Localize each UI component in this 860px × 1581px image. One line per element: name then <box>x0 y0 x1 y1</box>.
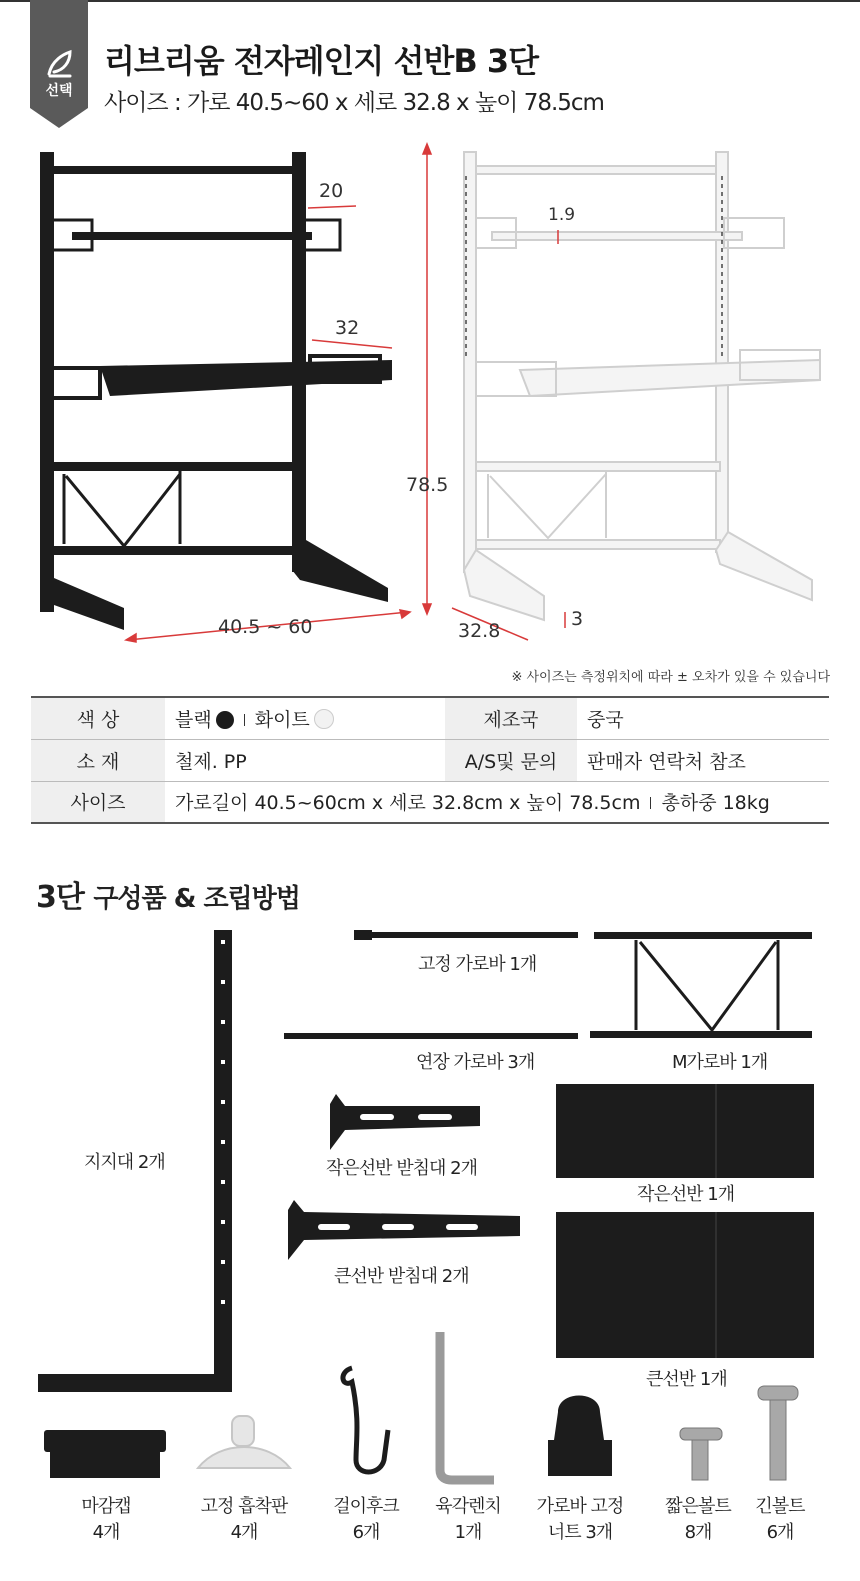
material-value: 철제. PP <box>165 739 445 781</box>
size-tolerance-note: ※ 사이즈는 측정위치에 따라 ± 오차가 있을 수 있습니다 <box>511 670 830 685</box>
weight-text: 총하중 18kg <box>661 792 770 815</box>
dim-top-depth: 20 <box>319 180 344 202</box>
nut-image <box>548 1396 612 1477</box>
part-suction-cup: 고정 흡착판 4개 <box>200 1496 288 1543</box>
product-title: 리브리움 전자레인지 선반B 3단 <box>104 42 539 80</box>
size-text: 가로길이 40.5~60cm x 세로 32.8cm x 높이 78.5cm <box>175 792 641 815</box>
part-small-shelf: 작은선반 1개 <box>637 1184 735 1205</box>
table-row <box>31 739 829 781</box>
part-large-bracket: 큰선반 받침대 2개 <box>334 1266 469 1287</box>
ext-bar-image <box>284 1033 578 1039</box>
fixed-bar-image <box>354 930 578 940</box>
product-dimension-diagram <box>0 140 860 660</box>
components-section-title <box>36 872 300 916</box>
m-bar-image <box>590 932 812 1038</box>
hook-image <box>343 1368 388 1472</box>
size-value <box>165 781 829 823</box>
part-small-bracket: 작은선반 받침대 2개 <box>326 1158 477 1179</box>
color-label: 색 상 <box>31 697 165 739</box>
short-bolt-image <box>680 1428 722 1480</box>
size-label: 사이즈 <box>31 781 165 823</box>
part-hook: 걸이후크 6개 <box>333 1496 399 1543</box>
dim-foot: 3 <box>571 608 584 630</box>
large-shelf-image <box>556 1212 814 1358</box>
part-ext-bar: 연장 가로바 3개 <box>416 1052 535 1073</box>
select-badge <box>30 0 88 128</box>
small-bracket-image <box>330 1094 480 1150</box>
part-hex-wrench: 육각렌치 1개 <box>435 1496 501 1543</box>
part-large-shelf: 큰선반 1개 <box>646 1369 727 1390</box>
color-value <box>165 697 445 739</box>
dim-shelf-depth: 32 <box>335 317 360 339</box>
color-white-text: 화이트 <box>254 708 310 731</box>
origin-label: 제조국 <box>445 697 577 739</box>
part-end-cap: 마감캡 4개 <box>81 1496 131 1543</box>
origin-value: 중국 <box>577 697 829 739</box>
long-bolt-image <box>758 1386 798 1480</box>
components-illustration <box>0 920 860 1500</box>
suction-cup-image <box>198 1416 290 1468</box>
part-m-bar: M가로바 1개 <box>672 1052 768 1073</box>
color-black-text: 블랙 <box>175 708 212 731</box>
section-title-rest: 구성품 & 조립방법 <box>93 884 300 914</box>
part-short-bolt: 짧은볼트 8개 <box>665 1496 731 1543</box>
top-divider <box>0 0 860 2</box>
white-swatch <box>314 709 334 729</box>
product-size-summary: 사이즈 : 가로 40.5~60 x 세로 32.8 x 높이 78.5cm <box>104 90 604 116</box>
part-support: 지지대 2개 <box>84 1152 165 1173</box>
black-rack-image <box>40 152 392 630</box>
large-bracket-image <box>288 1200 520 1260</box>
as-label: A/S및 문의 <box>445 739 577 781</box>
hex-wrench-image <box>440 1332 494 1480</box>
badge-label: 선택 <box>45 83 73 99</box>
end-cap-image <box>44 1430 166 1478</box>
section-title-bold: 3단 <box>36 880 84 915</box>
table-row <box>31 781 829 823</box>
white-rack-image <box>464 152 820 620</box>
part-long-bolt: 긴볼트 6개 <box>755 1496 805 1543</box>
table-row <box>31 697 829 739</box>
dim-depth: 32.8 <box>458 620 501 642</box>
dim-shelf-thickness: 1.9 <box>548 205 576 225</box>
material-label: 소 재 <box>31 739 165 781</box>
part-fixed-bar: 고정 가로바 1개 <box>418 954 537 975</box>
dim-width: 40.5 ~ 60 <box>218 616 313 638</box>
black-swatch <box>216 711 234 729</box>
as-value: 판매자 연락처 참조 <box>577 739 829 781</box>
part-nut: 가로바 고정 너트 3개 <box>536 1496 624 1543</box>
dim-height: 78.5 <box>406 474 449 496</box>
spec-table <box>31 696 829 824</box>
small-shelf-image <box>556 1084 814 1178</box>
